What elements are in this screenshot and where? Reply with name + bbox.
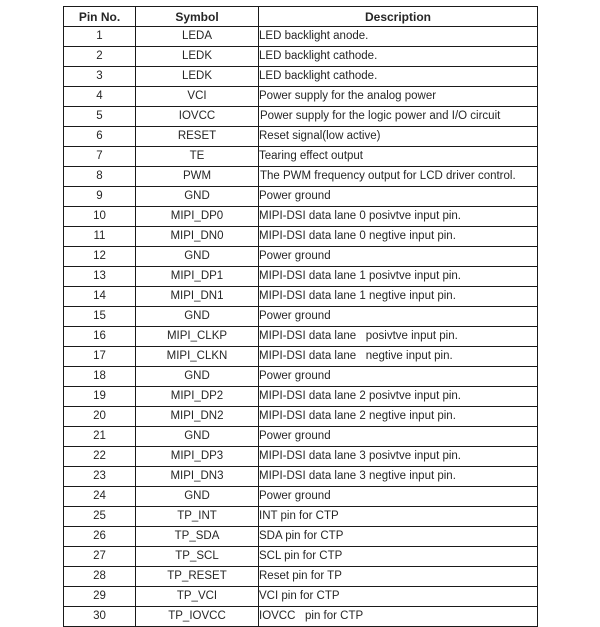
- table-row: [64, 547, 538, 567]
- pin-cell: 4: [64, 87, 136, 107]
- pin-cell: 2: [64, 47, 136, 67]
- symbol-cell: GND: [136, 427, 259, 447]
- table-row: [64, 207, 538, 227]
- table-row: [64, 467, 538, 487]
- table-row: [64, 127, 538, 147]
- description-cell: LED backlight anode.: [259, 27, 538, 47]
- table-row: [64, 167, 538, 187]
- pin-cell: 28: [64, 567, 136, 587]
- description-cell: MIPI-DSI data lane 1 negtive input pin.: [259, 287, 538, 307]
- symbol-cell: PWM: [136, 167, 259, 187]
- table-row: [64, 147, 538, 167]
- table-row: [64, 47, 538, 67]
- table-row: [64, 567, 538, 587]
- table-row: [64, 587, 538, 607]
- symbol-cell: VCI: [136, 87, 259, 107]
- pin-cell: 12: [64, 247, 136, 267]
- symbol-cell: MIPI_CLKP: [136, 327, 259, 347]
- symbol-cell: MIPI_DP2: [136, 387, 259, 407]
- table-row: [64, 287, 538, 307]
- symbol-cell: TP_SCL: [136, 547, 259, 567]
- description-cell: MIPI-DSI data lane 1 posivtve input pin.: [259, 267, 538, 287]
- description-cell: MIPI-DSI data lane 2 negtive input pin.: [259, 407, 538, 427]
- description-cell: Reset signal(low active): [259, 127, 538, 147]
- symbol-cell: MIPI_DP1: [136, 267, 259, 287]
- symbol-cell: LEDK: [136, 47, 259, 67]
- pin-cell: 6: [64, 127, 136, 147]
- table-row: [64, 327, 538, 347]
- description-cell: Power ground: [259, 427, 538, 447]
- table-row: [64, 187, 538, 207]
- symbol-cell: MIPI_CLKN: [136, 347, 259, 367]
- symbol-cell: MIPI_DN1: [136, 287, 259, 307]
- pin-cell: 22: [64, 447, 136, 467]
- table-row: [64, 447, 538, 467]
- table-row: [64, 387, 538, 407]
- table-row: [64, 487, 538, 507]
- symbol-cell: MIPI_DP0: [136, 207, 259, 227]
- table-row: [64, 347, 538, 367]
- description-cell: SDA pin for CTP: [259, 527, 538, 547]
- description-cell: Power supply for the analog power: [259, 87, 538, 107]
- pin-cell: 7: [64, 147, 136, 167]
- table-row: [64, 607, 538, 627]
- table-row: [64, 27, 538, 47]
- table-row: [64, 247, 538, 267]
- description-cell: MIPI-DSI data lane 3 negtive input pin.: [259, 467, 538, 487]
- description-cell: IOVCC pin for CTP: [259, 607, 538, 627]
- pin-cell: 16: [64, 327, 136, 347]
- table-row: [64, 407, 538, 427]
- pin-cell: 11: [64, 227, 136, 247]
- pin-cell: 9: [64, 187, 136, 207]
- description-cell: Power supply for the logic power and I/O circuit: [259, 107, 538, 127]
- pin-cell: 10: [64, 207, 136, 227]
- pin-cell: 29: [64, 587, 136, 607]
- pin-cell: 13: [64, 267, 136, 287]
- description-cell: Power ground: [259, 487, 538, 507]
- table-row: [64, 527, 538, 547]
- symbol-cell: MIPI_DN0: [136, 227, 259, 247]
- table-header-row: [64, 7, 538, 27]
- description-cell: VCI pin for CTP: [259, 587, 538, 607]
- symbol-cell: LEDK: [136, 67, 259, 87]
- symbol-cell: GND: [136, 187, 259, 207]
- symbol-cell: MIPI_DN3: [136, 467, 259, 487]
- description-cell: Power ground: [259, 307, 538, 327]
- description-cell: Power ground: [259, 247, 538, 267]
- pin-cell: 23: [64, 467, 136, 487]
- symbol-cell: GND: [136, 247, 259, 267]
- column-header-description: Description: [259, 7, 538, 27]
- table-row: [64, 307, 538, 327]
- pin-cell: 25: [64, 507, 136, 527]
- symbol-cell: RESET: [136, 127, 259, 147]
- pin-cell: 18: [64, 367, 136, 387]
- symbol-cell: MIPI_DN2: [136, 407, 259, 427]
- description-cell: Tearing effect output: [259, 147, 538, 167]
- table-row: [64, 427, 538, 447]
- symbol-cell: GND: [136, 487, 259, 507]
- pin-table-body: [64, 27, 538, 627]
- description-cell: Power ground: [259, 187, 538, 207]
- description-cell: MIPI-DSI data lane negtive input pin.: [259, 347, 538, 367]
- table-row: [64, 267, 538, 287]
- pin-cell: 20: [64, 407, 136, 427]
- table-row: [64, 367, 538, 387]
- symbol-cell: GND: [136, 307, 259, 327]
- pin-cell: 14: [64, 287, 136, 307]
- pin-cell: 27: [64, 547, 136, 567]
- pin-cell: 5: [64, 107, 136, 127]
- pin-cell: 21: [64, 427, 136, 447]
- pin-cell: 24: [64, 487, 136, 507]
- pin-cell: 3: [64, 67, 136, 87]
- description-cell: LED backlight cathode.: [259, 67, 538, 87]
- symbol-cell: TP_IOVCC: [136, 607, 259, 627]
- symbol-cell: TP_VCI: [136, 587, 259, 607]
- pin-cell: 19: [64, 387, 136, 407]
- description-cell: LED backlight cathode.: [259, 47, 538, 67]
- pin-description-table: [63, 6, 538, 627]
- symbol-cell: GND: [136, 367, 259, 387]
- table-row: [64, 507, 538, 527]
- symbol-cell: TP_RESET: [136, 567, 259, 587]
- pin-cell: 30: [64, 607, 136, 627]
- symbol-cell: TE: [136, 147, 259, 167]
- table-row: [64, 87, 538, 107]
- symbol-cell: TP_SDA: [136, 527, 259, 547]
- symbol-cell: MIPI_DP3: [136, 447, 259, 467]
- table-row: [64, 227, 538, 247]
- table-row: [64, 107, 538, 127]
- description-cell: SCL pin for CTP: [259, 547, 538, 567]
- description-cell: The PWM frequency output for LCD driver control.: [259, 167, 538, 187]
- column-header-symbol: Symbol: [136, 7, 259, 27]
- column-header-pin-no: Pin No.: [64, 7, 136, 27]
- symbol-cell: TP_INT: [136, 507, 259, 527]
- description-cell: MIPI-DSI data lane posivtve input pin.: [259, 327, 538, 347]
- description-cell: MIPI-DSI data lane 0 negtive input pin.: [259, 227, 538, 247]
- pin-cell: 15: [64, 307, 136, 327]
- pin-cell: 8: [64, 167, 136, 187]
- description-cell: MIPI-DSI data lane 2 posivtve input pin.: [259, 387, 538, 407]
- description-cell: INT pin for CTP: [259, 507, 538, 527]
- symbol-cell: IOVCC: [136, 107, 259, 127]
- symbol-cell: LEDA: [136, 27, 259, 47]
- description-cell: MIPI-DSI data lane 0 posivtve input pin.: [259, 207, 538, 227]
- description-cell: MIPI-DSI data lane 3 posivtve input pin.: [259, 447, 538, 467]
- table-row: [64, 67, 538, 87]
- description-cell: Reset pin for TP: [259, 567, 538, 587]
- pin-cell: 1: [64, 27, 136, 47]
- pin-cell: 26: [64, 527, 136, 547]
- pin-cell: 17: [64, 347, 136, 367]
- description-cell: Power ground: [259, 367, 538, 387]
